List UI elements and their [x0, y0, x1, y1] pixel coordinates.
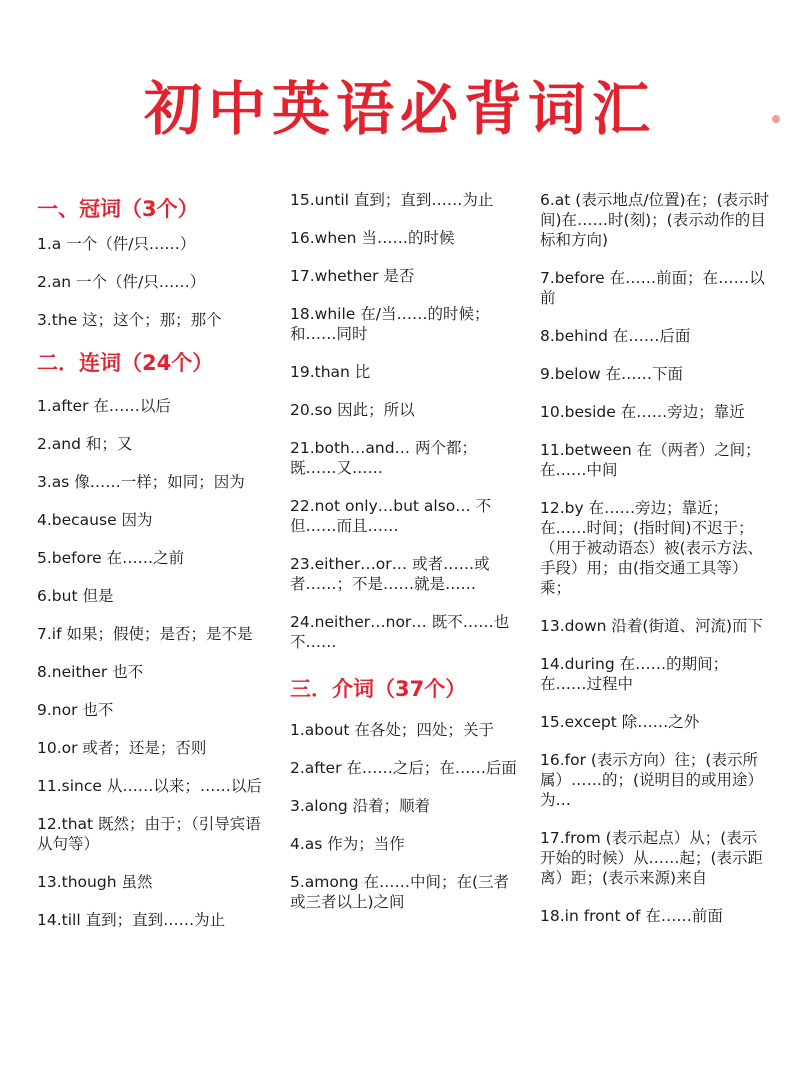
section-heading-conjunctions: 二．连词（24个）	[37, 351, 214, 375]
list-item: 10.beside 在……旁边；靠近	[540, 403, 745, 421]
list-item: 13.though 虽然	[37, 873, 153, 891]
list-item: 6.but 但是	[37, 587, 114, 605]
list-item: 8.neither 也不	[37, 663, 144, 681]
list-item: 23.either…or… 或者……或者……；不是……就是……	[290, 555, 490, 593]
list-item: 5.among 在……中间；在(三者或三者以上)之间	[290, 873, 510, 911]
list-item: 18.while 在/当……的时候；和……同时	[290, 305, 490, 343]
list-item: 4.because 因为	[37, 511, 153, 529]
list-item: 3.the 这；这个；那；那个	[37, 311, 222, 329]
list-item: 14.till 直到；直到……为止	[37, 911, 226, 929]
column-2	[290, 190, 522, 912]
list-item: 1.a 一个（件/只……）	[37, 235, 196, 253]
list-item: 1.about 在各处；四处；关于	[290, 721, 494, 739]
list-item: 9.below 在……下面	[540, 365, 684, 383]
column-1	[37, 190, 269, 930]
list-item: 7.if 如果；假使；是否；是不是	[37, 625, 253, 643]
list-item: 12.that 既然；由于；（引导宾语从句等）	[37, 815, 261, 853]
page-title: 初中英语必背词汇	[143, 75, 656, 143]
list-item: 9.nor 也不	[37, 701, 114, 719]
section-heading-articles: 一、冠词（3个）	[37, 197, 199, 221]
list-item: 17.from (表示起点）从；(表示开始的时候）从……起；(表示距离）距；(表示来源)来自	[540, 829, 764, 887]
list-item: 3.along 沿着；顺着	[290, 797, 431, 815]
list-item: 3.as 像……一样；如同；因为	[37, 473, 245, 491]
list-item: 22.not only…but also… 不但……而且……	[290, 497, 492, 535]
list-item: 1.after 在……以后	[37, 397, 171, 415]
decorative-dot	[772, 115, 780, 123]
list-item: 12.by 在……旁边；靠近；在……时间；(指时间)不迟于；（用于被动语态）被(表示方法、手段）用；由(指交通工具等）乘；	[540, 499, 764, 597]
list-item: 8.behind 在……后面	[540, 327, 691, 345]
list-item: 16.when 当……的时候	[290, 229, 455, 247]
section-heading-prepositions: 三．介词（37个）	[290, 677, 467, 701]
list-item: 7.before 在……前面；在……以前	[540, 269, 765, 307]
list-item: 15.except 除……之外	[540, 713, 700, 731]
list-item: 10.or 或者；还是；否则	[37, 739, 207, 757]
list-item: 13.down 沿着(街道、河流)而下	[540, 617, 763, 635]
list-item: 2.an 一个（件/只……）	[37, 273, 206, 291]
list-item: 5.before 在……之前	[37, 549, 185, 567]
list-item: 24.neither…nor… 既不……也不……	[290, 613, 510, 651]
list-item: 16.for (表示方向）往；(表示所属）……的；(说明目的或用途）为…	[540, 751, 764, 809]
list-item: 20.so 因此；所以	[290, 401, 415, 419]
list-item: 11.between 在（两者）之间；在……中间	[540, 441, 761, 479]
list-item: 15.until 直到；直到……为止	[290, 191, 494, 209]
list-item: 19.than 比	[290, 363, 371, 381]
list-item: 11.since 从……以来；……以后	[37, 777, 262, 795]
list-item: 6.at (表示地点/位置)在；(表示时间)在……时(刻)；(表示动作的目标和方向)	[540, 191, 770, 249]
list-item: 21.both…and… 两个都；既……又……	[290, 439, 477, 477]
list-item: 14.during 在……的期间；在……过程中	[540, 655, 729, 693]
list-item: 17.whether 是否	[290, 267, 415, 285]
list-item: 2.after 在……之后；在……后面	[290, 759, 517, 777]
list-item: 4.as 作为；当作	[290, 835, 405, 853]
list-item: 2.and 和；又	[37, 435, 133, 453]
list-item: 18.in front of 在……前面	[540, 907, 723, 925]
column-3	[540, 190, 772, 926]
